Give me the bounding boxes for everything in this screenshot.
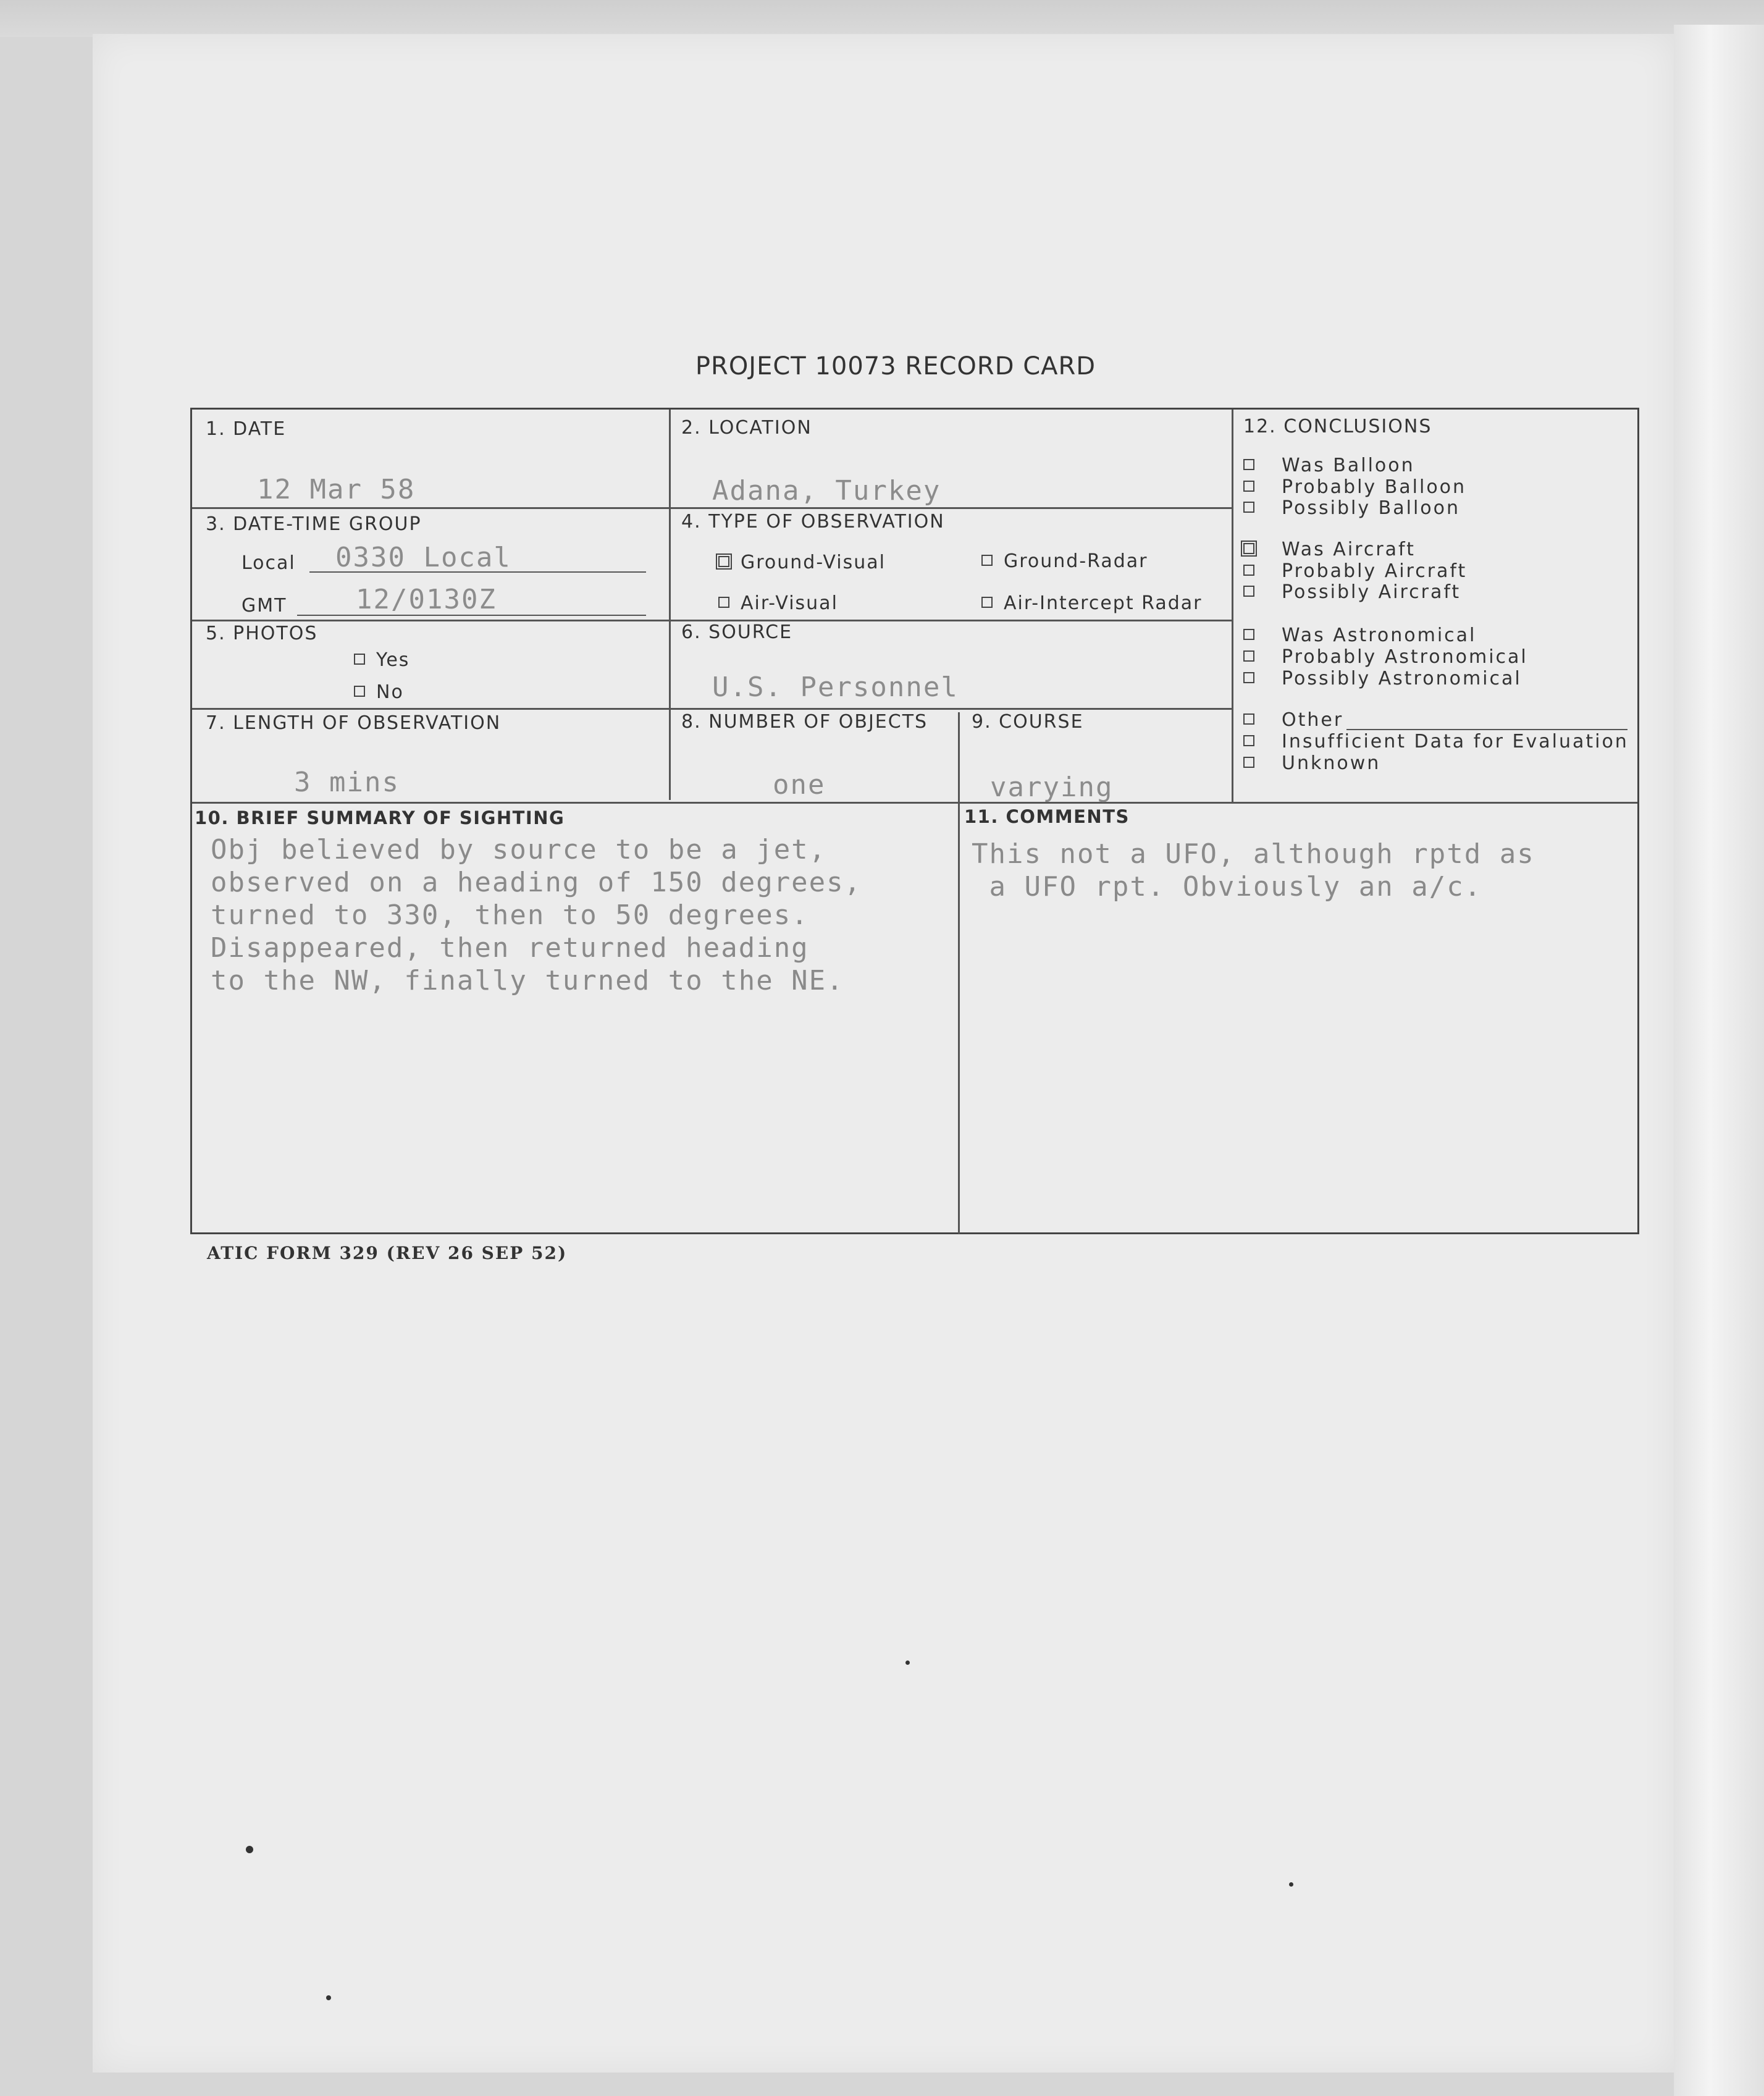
conclusion-insufficient-data[interactable]: Insufficient Data for Evaluation bbox=[1243, 731, 1629, 752]
summary-line: observed on a heading of 150 degrees, bbox=[211, 867, 862, 898]
photos-no-checkbox[interactable] bbox=[354, 686, 365, 697]
course-label: 9. COURSE bbox=[972, 711, 1084, 733]
length-value: 3 mins bbox=[294, 767, 400, 798]
photos-label: 5. PHOTOS bbox=[206, 623, 318, 644]
dtg-gmt-value: 12/0130Z bbox=[356, 584, 497, 615]
checkbox[interactable] bbox=[1243, 586, 1254, 597]
conclusion-other[interactable]: Other bbox=[1243, 709, 1343, 731]
dtg-local-value: 0330 Local bbox=[335, 542, 511, 573]
divider bbox=[669, 410, 671, 800]
observation-type-label: 4. TYPE OF OBSERVATION bbox=[681, 511, 945, 532]
comments-line: This not a UFO, although rptd as bbox=[972, 838, 1535, 870]
divider bbox=[192, 507, 1232, 509]
source-label: 6. SOURCE bbox=[681, 621, 793, 643]
dtg-local-label: Local bbox=[242, 552, 296, 574]
ground-visual-checkbox[interactable] bbox=[718, 556, 729, 567]
summary-line: Disappeared, then returned heading bbox=[211, 932, 809, 964]
course-value: varying bbox=[990, 772, 1114, 803]
conclusions-label: 12. CONCLUSIONS bbox=[1243, 416, 1432, 437]
conclusion-probably-aircraft[interactable]: Probably Aircraft bbox=[1243, 560, 1467, 582]
checkbox-checked[interactable] bbox=[1243, 543, 1254, 554]
checkbox[interactable] bbox=[1243, 757, 1254, 768]
summary-line: turned to 330, then to 50 degrees. bbox=[211, 899, 809, 931]
form-footer: ATIC FORM 329 (REV 26 SEP 52) bbox=[207, 1243, 568, 1263]
conclusion-probably-astronomical[interactable]: Probably Astronomical bbox=[1243, 646, 1528, 668]
divider bbox=[958, 803, 960, 1234]
conclusion-was-astronomical[interactable]: Was Astronomical bbox=[1243, 625, 1476, 646]
checkbox[interactable] bbox=[1243, 713, 1254, 725]
date-value: 12 Mar 58 bbox=[257, 474, 416, 505]
checkbox[interactable] bbox=[1243, 672, 1254, 683]
photos-yes-checkbox[interactable] bbox=[354, 654, 365, 665]
conclusion-possibly-balloon[interactable]: Possibly Balloon bbox=[1243, 497, 1460, 519]
conclusion-probably-balloon[interactable]: Probably Balloon bbox=[1243, 476, 1466, 498]
checkbox[interactable] bbox=[1243, 481, 1254, 492]
air-intercept-checkbox[interactable] bbox=[981, 597, 993, 608]
air-visual-checkbox[interactable] bbox=[718, 597, 729, 608]
divider bbox=[1232, 410, 1233, 804]
dtg-gmt-underline bbox=[297, 615, 646, 616]
checkbox[interactable] bbox=[1243, 565, 1254, 576]
location-value: Adana, Turkey bbox=[712, 475, 941, 507]
checkbox[interactable] bbox=[1243, 502, 1254, 513]
other-underline bbox=[1346, 729, 1628, 730]
summary-label: 10. BRIEF SUMMARY OF SIGHTING bbox=[195, 807, 565, 828]
dtg-gmt-label: GMT bbox=[242, 595, 287, 617]
conclusion-was-aircraft[interactable]: Was Aircraft bbox=[1243, 539, 1416, 560]
air-intercept-option[interactable]: Air-Intercept Radar bbox=[981, 592, 1202, 614]
checkbox[interactable] bbox=[1243, 459, 1254, 470]
dtg-local-underline bbox=[309, 571, 646, 573]
photos-no-option[interactable]: No bbox=[354, 681, 404, 703]
checkbox[interactable] bbox=[1243, 629, 1254, 640]
summary-line: to the NW, finally turned to the NE. bbox=[211, 965, 844, 996]
location-label: 2. LOCATION bbox=[681, 417, 812, 439]
scan-top-edge bbox=[0, 0, 1764, 37]
summary-line: Obj believed by source to be a jet, bbox=[211, 834, 827, 865]
card-title: PROJECT 10073 RECORD CARD bbox=[695, 352, 1096, 381]
date-label: 1. DATE bbox=[206, 418, 287, 440]
dust-speck bbox=[246, 1846, 253, 1853]
conclusion-was-balloon[interactable]: Was Balloon bbox=[1243, 455, 1415, 476]
scan-right-edge bbox=[1674, 25, 1764, 2096]
record-card bbox=[190, 408, 1639, 1234]
air-visual-option[interactable]: Air-Visual bbox=[718, 592, 838, 614]
conclusion-possibly-astronomical[interactable]: Possibly Astronomical bbox=[1243, 668, 1522, 689]
photos-yes-option[interactable]: Yes bbox=[354, 649, 410, 671]
comments-text bbox=[972, 838, 1535, 903]
objects-label: 8. NUMBER OF OBJECTS bbox=[681, 711, 928, 733]
summary-text bbox=[211, 833, 862, 997]
dust-speck bbox=[1289, 1882, 1293, 1887]
conclusion-possibly-aircraft[interactable]: Possibly Aircraft bbox=[1243, 581, 1461, 603]
ground-radar-option[interactable]: Ground-Radar bbox=[981, 550, 1148, 572]
divider bbox=[192, 708, 1232, 710]
checkbox[interactable] bbox=[1243, 650, 1254, 662]
comments-line: a UFO rpt. Obviously an a/c. bbox=[972, 871, 1482, 903]
length-label: 7. LENGTH OF OBSERVATION bbox=[206, 712, 502, 734]
dtg-label: 3. DATE-TIME GROUP bbox=[206, 513, 422, 535]
divider bbox=[958, 712, 960, 802]
divider bbox=[192, 802, 1637, 804]
source-value: U.S. Personnel bbox=[712, 671, 959, 703]
dust-speck bbox=[905, 1660, 910, 1665]
dust-speck bbox=[326, 1995, 331, 2000]
checkbox[interactable] bbox=[1243, 735, 1254, 746]
conclusion-unknown[interactable]: Unknown bbox=[1243, 752, 1380, 774]
comments-label: 11. COMMENTS bbox=[964, 806, 1130, 827]
ground-visual-option[interactable]: Ground-Visual bbox=[718, 552, 886, 573]
ground-radar-checkbox[interactable] bbox=[981, 555, 993, 566]
objects-value: one bbox=[773, 769, 826, 801]
